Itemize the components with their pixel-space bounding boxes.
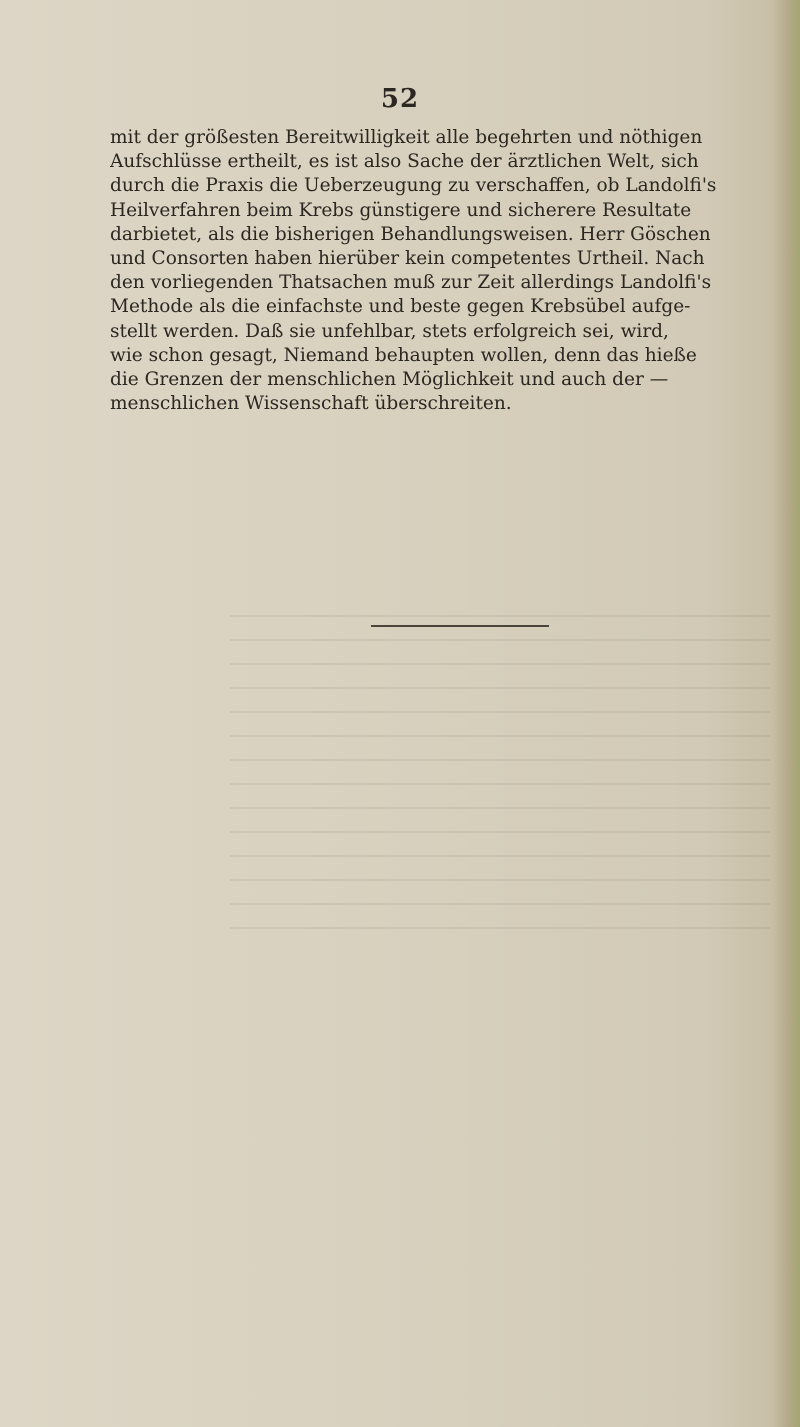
text-line: Methode als die einfachste und beste gegen Krebsübel aufge- xyxy=(110,296,691,318)
text-line: menschlichen Wissenschaft überschreiten. xyxy=(110,393,512,415)
text-line: durch die Praxis die Ueberzeugung zu verschaffen, ob Landolfi's xyxy=(110,175,717,197)
text-line: darbietet, als die bisherigen Behandlungsweisen. Herr Göschen xyxy=(110,223,711,245)
section-divider-rule xyxy=(371,625,549,627)
text-line: stellt werden. Daß sie unfehlbar, stets erfolgreich sei, wird, xyxy=(110,320,669,342)
text-line: und Consorten haben hierüber kein competentes Urtheil. Nach xyxy=(110,248,705,270)
text-line: die Grenzen der menschlichen Möglichkeit und auch der — xyxy=(110,369,669,391)
text-line: mit der größesten Bereitwilligkeit alle begehrten und nöthigen xyxy=(110,127,703,148)
body-paragraph xyxy=(110,126,770,416)
page-edge-shadow xyxy=(774,0,800,1427)
page-number: 52 xyxy=(380,84,420,114)
text-line: Aufschlüsse ertheilt, es ist also Sache der ärztlichen Welt, sich xyxy=(110,151,699,173)
text-line: wie schon gesagt, Niemand behaupten wollen, denn das hieße xyxy=(110,344,697,366)
bleed-through-texture xyxy=(230,615,770,935)
text-line: Heilverfahren beim Krebs günstigere und sicherere Resultate xyxy=(110,199,692,221)
text-line: den vorliegenden Thatsachen muß zur Zeit allerdings Landolfi's xyxy=(110,272,712,294)
